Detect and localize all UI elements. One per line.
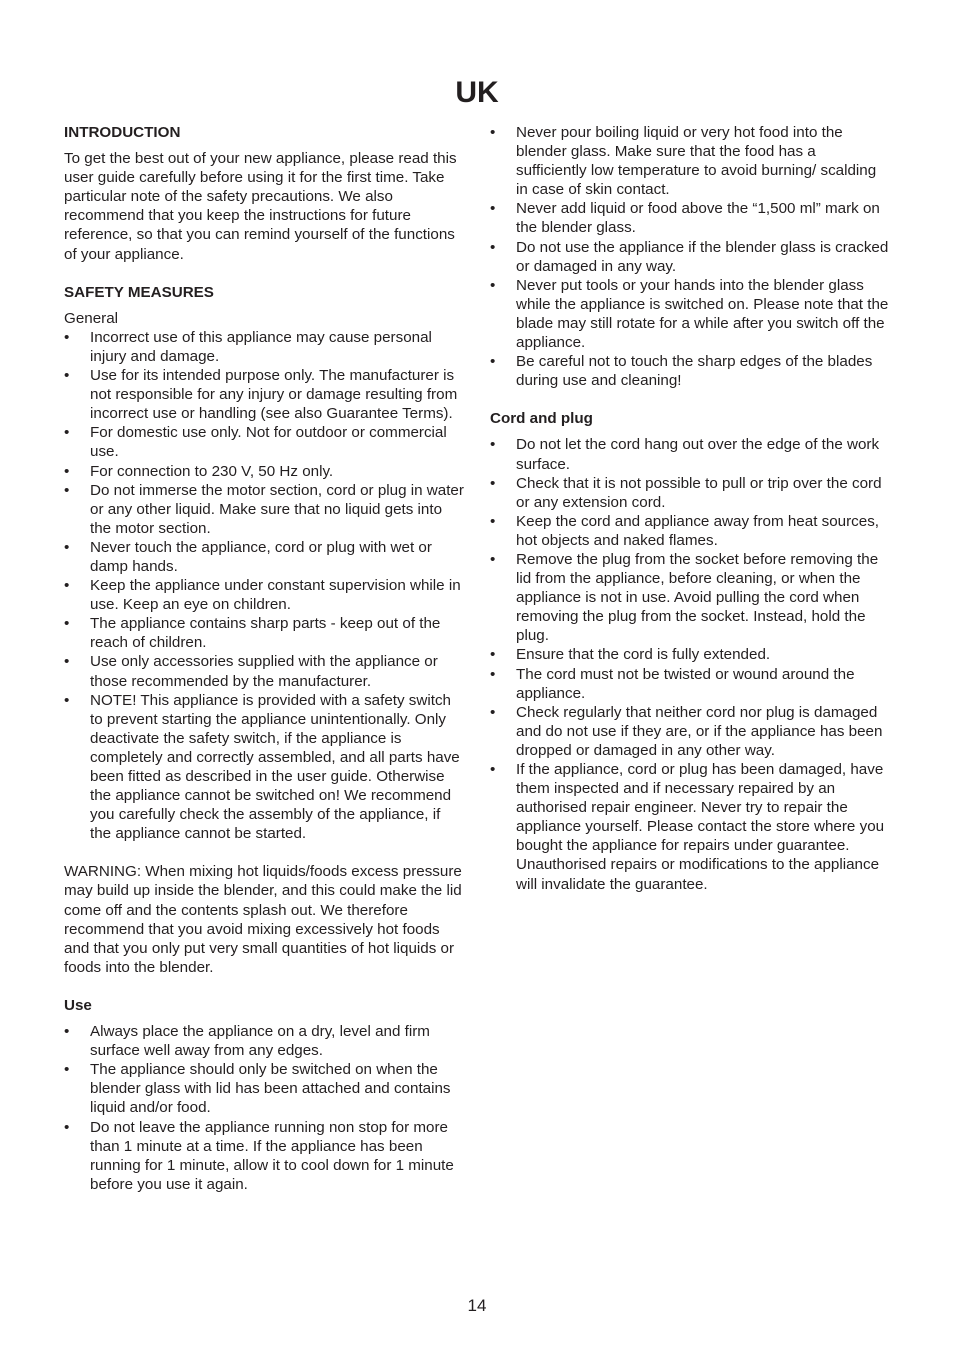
list-item (490, 123, 890, 199)
list-item-text: For domestic use only. Not for outdoor or commercial use. (90, 424, 447, 461)
list-item-text: Remove the plug from the socket before removing the lid from the appliance, before cleaning, or when the appliance is not in use. Avoid pulling the cord when removing the plug from the socket. Instead, hold the plug. (516, 550, 879, 645)
list-item-text: Keep the cord and appliance away from heat sources, hot objects and naked flames. (516, 512, 880, 549)
list-item-text: The appliance contains sharp parts - keep out of the reach of children. (90, 615, 441, 652)
list-item (64, 1118, 464, 1194)
list-item (490, 645, 890, 664)
list-item (490, 435, 890, 473)
intro-text: To get the best out of your new appliance, please read this user guide carefully before using it for the first time. Take particular note of the safety precautions. We also recommend that you keep the instructions for future reference, so that you can remind yourself of the functions of your appliance. (64, 150, 457, 263)
bullet-icon: • (490, 124, 496, 141)
list-item-text: If the appliance, cord or plug has been damaged, have them inspected and if necessary repaired by an authorised repair engineer. Never try to repair the appliance yourself. Please contact the store where you bought the appliance for repairs under guarantee. Unauthorised repairs or modifications to the appliance will invalidate the guarantee. (516, 761, 885, 893)
bullet-icon: • (490, 703, 496, 721)
list-item-text: Check that it is not possible to pull or trip over the cord or any extension cord. (516, 474, 882, 511)
left-column (64, 123, 464, 1194)
page-number: 14 (467, 1296, 487, 1315)
list-item-text: Use for its intended purpose only. The manufacturer is not responsible for any injury or damage resulting from incorrect use or handling (see also Guarantee Terms). (90, 367, 458, 423)
bullet-icon: • (64, 1118, 70, 1136)
warning-text: WARNING: When mixing hot liquids/foods excess pressure may build up inside the blender, and this could make the lid come off and the contents splash out. We therefore recommend that you avoid mixing excessively hot foods and that you only put very small quantities of hot liquids or foods into the blender. (64, 863, 462, 976)
list-item-text: Check regularly that neither cord nor plug is damaged and do not use if they are, or if the appliance has been dropped or damaged in any other way. (516, 703, 883, 759)
list-item-text: Be careful not to touch the sharp edges of the blades during use and cleaning! (516, 353, 873, 390)
bullet-icon: • (490, 200, 496, 218)
list-item-text: NOTE! This appliance is provided with a safety switch to prevent starting the appliance unintentionally. Only deactivate the safety switch, if the appliance is completely and correctly assembled, and all parts have been fitted as described in the user guide. Otherwise the appliance cannot be switched on! We recommend you carefully check the assembly of the appliance, if the appliance cannot be started. (90, 691, 460, 843)
bullet-icon: • (490, 550, 496, 568)
list-item-text: Never put tools or your hands into the blender glass while the appliance is switched on. Please note that the blade may still rotate for a while after you switch off the appliance. (516, 276, 889, 352)
list-item-text: Keep the appliance under constant supervision while in use. Keep an eye on children. (90, 577, 461, 614)
list-item-text: Do not leave the appliance running non stop for more than 1 minute at a time. If the appliance has been running for 1 minute, allow it to cool down for 1 minute before you use it again. (90, 1118, 454, 1193)
list-item (64, 691, 464, 844)
list-item (64, 614, 464, 652)
list-item-text: Never add liquid or food above the “1,500 ml” mark on the blender glass. (516, 200, 880, 237)
cord-heading: Cord and plug (490, 410, 593, 428)
bullet-icon: • (64, 615, 70, 633)
list-item-text: Do not let the cord hang out over the edge of the work surface. (516, 436, 880, 473)
bullet-icon: • (490, 238, 496, 256)
bullet-icon: • (64, 538, 70, 556)
list-item (64, 481, 464, 538)
bullet-icon: • (490, 276, 496, 294)
list-item (64, 538, 464, 576)
bullet-icon: • (64, 328, 70, 346)
safety-subheading: General (64, 309, 119, 327)
bullet-icon: • (490, 761, 496, 778)
list-item (64, 423, 464, 461)
list-item-text: The appliance should only be switched on when the blender glass with lid has been attached and contains liquid and/or food. (90, 1061, 451, 1117)
list-item (64, 652, 464, 690)
list-item (64, 462, 464, 481)
bullet-icon: • (490, 474, 496, 492)
list-item-text: The cord must not be twisted or wound around the appliance. (516, 665, 855, 702)
use-list (64, 1022, 464, 1194)
list-item-text: Never pour boiling liquid or very hot food into the blender glass. Make sure that the food has a sufficiently low temperature to avoid burning/ scalding in case of skin contact. (516, 124, 877, 199)
safety-heading: SAFETY MEASURES (64, 283, 214, 301)
bullet-icon: • (64, 1023, 70, 1041)
list-item (64, 576, 464, 614)
list-item-text: Ensure that the cord is fully extended. (516, 646, 771, 664)
bullet-icon: • (64, 481, 70, 499)
list-item (64, 1060, 464, 1117)
list-item (490, 352, 890, 390)
bullet-icon: • (64, 424, 70, 442)
list-item-text: Do not use the appliance if the blender glass is cracked or damaged in any way. (516, 238, 889, 275)
bullet-icon: • (64, 691, 70, 709)
list-item (490, 550, 890, 645)
intro-heading: INTRODUCTION (64, 124, 181, 141)
list-item-text: Use only accessories supplied with the appliance or those recommended by the manufacturer. (90, 653, 438, 690)
bullet-icon: • (490, 512, 496, 530)
list-item (490, 276, 890, 352)
list-item (490, 760, 890, 894)
list-item (490, 512, 890, 550)
bullet-icon: • (64, 367, 70, 385)
list-item-text: For connection to 230 V, 50 Hz only. (90, 462, 334, 480)
use-list-continued (490, 123, 890, 390)
list-item-text: Never touch the appliance, cord or plug with wet or damp hands. (90, 538, 432, 575)
list-item (490, 474, 890, 512)
list-item (64, 1022, 464, 1060)
use-heading: Use (64, 996, 92, 1014)
bullet-icon: • (64, 577, 70, 595)
language-heading: UK (455, 76, 499, 109)
list-item-text: Do not immerse the motor section, cord or plug in water or any other liquid. Make sure that no liquid gets into the motor section. (90, 481, 464, 537)
list-item (490, 238, 890, 276)
list-item-text: Always place the appliance on a dry, level and firm surface well away from any edges. (90, 1023, 430, 1060)
list-item (490, 199, 890, 237)
bullet-icon: • (490, 646, 496, 664)
list-item-text: Incorrect use of this appliance may cause personal injury and damage. (90, 328, 432, 365)
bullet-icon: • (490, 665, 496, 683)
list-item (490, 665, 890, 703)
bullet-icon: • (490, 436, 496, 454)
list-item (64, 328, 464, 366)
list-item (64, 366, 464, 423)
list-item (490, 703, 890, 760)
bullet-icon: • (64, 462, 70, 480)
bullet-icon: • (64, 1061, 70, 1079)
cord-list (490, 435, 890, 893)
safety-list (64, 328, 464, 844)
bullet-icon: • (64, 653, 70, 671)
right-column (490, 123, 890, 894)
bullet-icon: • (490, 353, 496, 371)
